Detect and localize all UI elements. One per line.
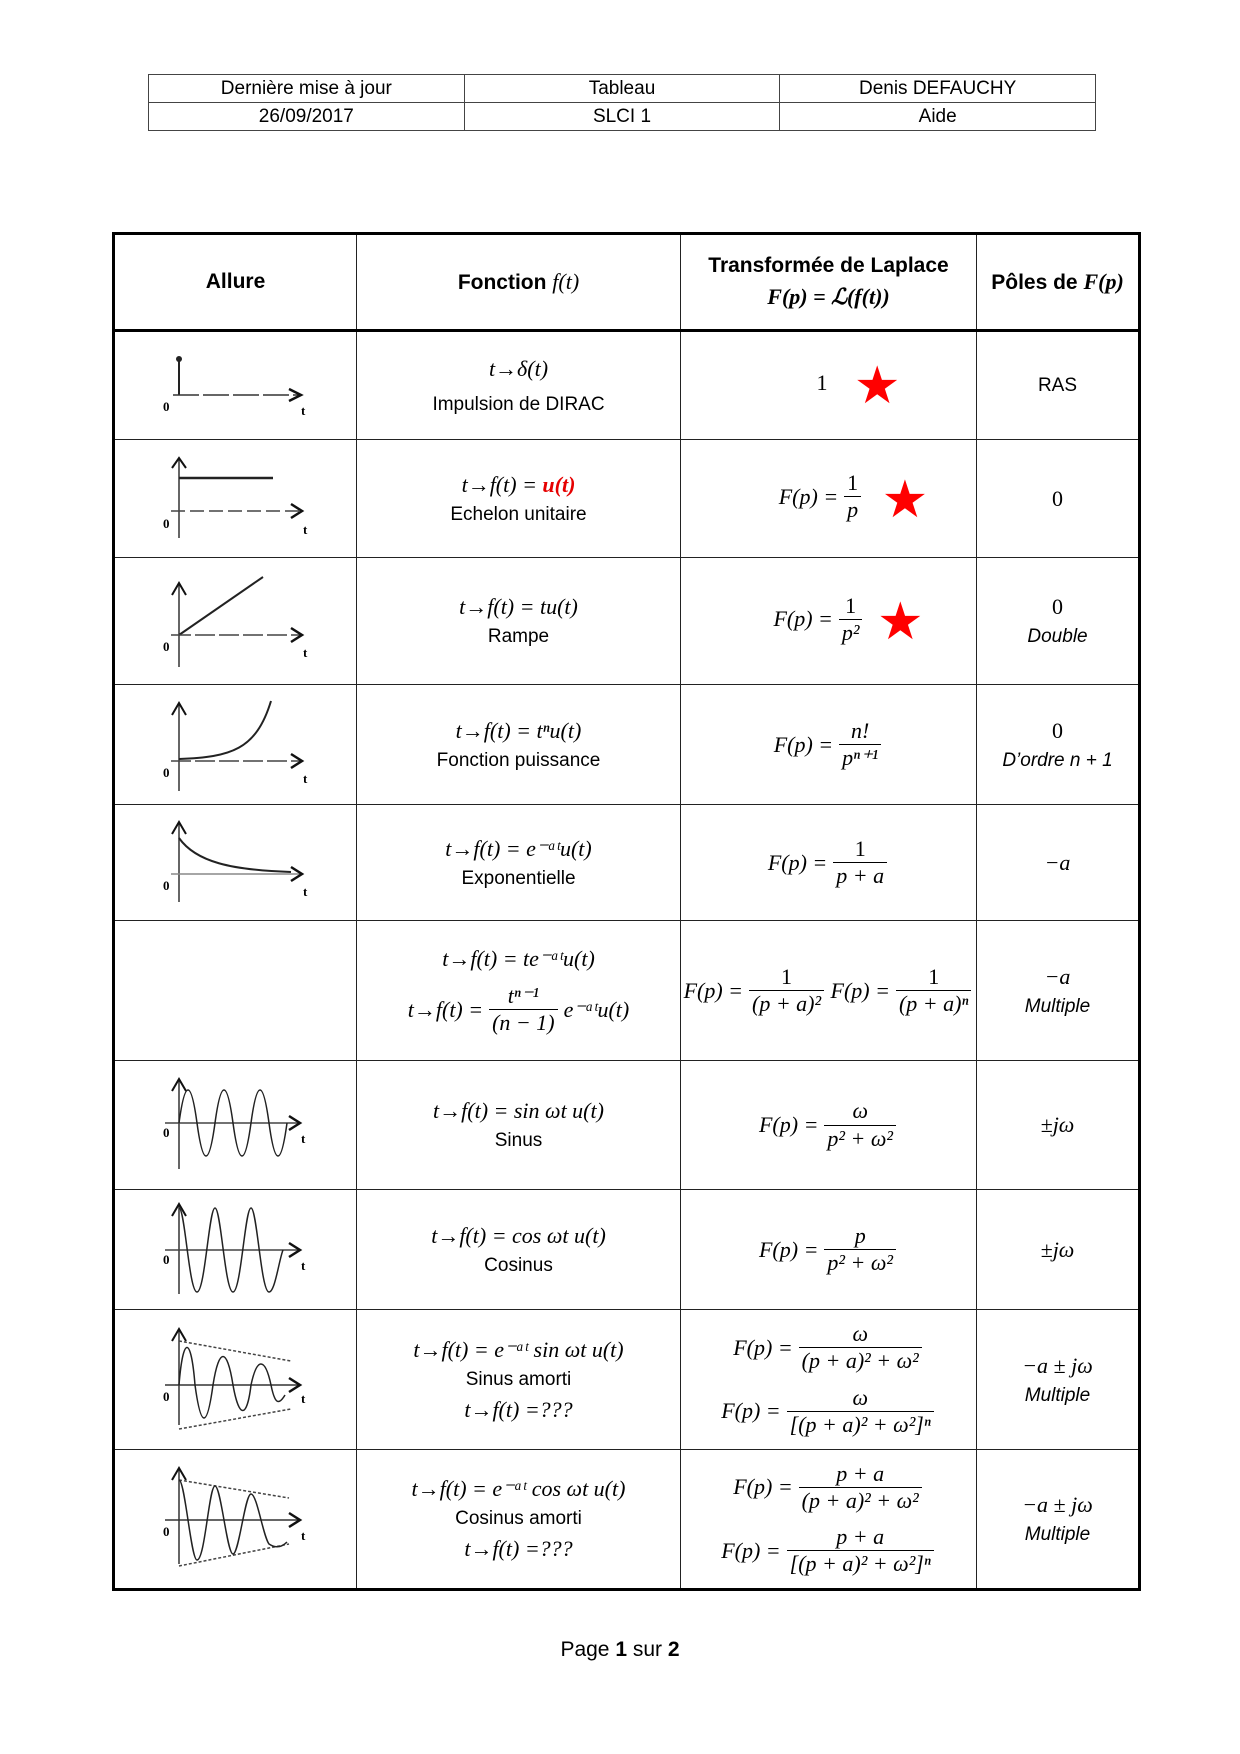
header-poles-math: F(p) xyxy=(1083,269,1124,294)
function-unknown: t→f(t) =??? xyxy=(464,1396,573,1422)
function-name: Fonction puissance xyxy=(436,749,601,771)
transform-expression xyxy=(733,1462,924,1513)
header-function xyxy=(357,234,681,331)
transform-cell xyxy=(681,1310,977,1450)
poles-cell xyxy=(977,1061,1140,1190)
transform-numerator: 1 xyxy=(845,592,857,618)
header-laplace xyxy=(681,234,977,331)
transform-expression xyxy=(759,1099,898,1150)
transform-cell xyxy=(681,331,977,440)
transform-lhs: F(p) = xyxy=(683,977,743,1003)
transform-lhs: F(p) = xyxy=(773,731,834,757)
transform-cell xyxy=(681,1190,977,1310)
poles-cell xyxy=(977,558,1140,685)
function-name: Impulsion de DIRAC xyxy=(432,393,605,415)
table-row xyxy=(114,805,1140,921)
poles-value: 0 xyxy=(1052,485,1063,511)
dirac-impulse-plot xyxy=(151,351,321,421)
svg-text:0: 0 xyxy=(162,1388,169,1404)
header-poles xyxy=(977,234,1140,331)
footer-page-number: 1 xyxy=(615,1638,628,1661)
function-cell xyxy=(357,1190,681,1310)
poles-value: ±jω xyxy=(1040,1236,1075,1262)
svg-text:0: 0 xyxy=(162,639,169,654)
allure-cell xyxy=(114,1190,357,1310)
transform-cell xyxy=(681,685,977,805)
poles-cell xyxy=(977,685,1140,805)
transform-lhs: F(p) = xyxy=(767,849,828,875)
function2-denominator: (n − 1) xyxy=(489,1009,558,1035)
power-function-plot xyxy=(151,695,321,795)
allure-cell xyxy=(114,805,357,921)
header-laplace-title: Transformée de Laplace xyxy=(708,254,949,277)
allure-cell xyxy=(114,331,357,440)
footer-page-total: 2 xyxy=(667,1638,680,1661)
transform-numerator: ω xyxy=(852,1321,868,1347)
poles-cell xyxy=(977,331,1140,440)
svg-text:t: t xyxy=(302,521,307,537)
poles-value: 0 xyxy=(1052,717,1063,743)
poles-value: −a xyxy=(1044,963,1071,989)
transform2-denominator: [(p + a)² + ω²]ⁿ xyxy=(787,1411,934,1437)
transform-denominator: p + a xyxy=(833,862,887,888)
transform-cell xyxy=(681,921,977,1061)
function-expression: t→f(t) = cos ωt u(t) xyxy=(431,1222,606,1248)
poles-note: Multiple xyxy=(1024,1384,1091,1406)
allure-cell xyxy=(114,1450,357,1590)
function-expression: t→f(t) = e⁻ᵃᵗu(t) xyxy=(445,835,592,861)
table-row xyxy=(114,331,1140,440)
poles-note: Double xyxy=(1027,626,1088,647)
last-update-date: 26/09/2017 xyxy=(149,103,465,131)
svg-text:t: t xyxy=(302,645,307,660)
header-laplace-math: F(p) = ℒ(f(t)) xyxy=(767,284,890,309)
poles-value: ±jω xyxy=(1040,1112,1075,1137)
poles-value: −a ± jω xyxy=(1022,1352,1093,1378)
transform-denominator: (p + a)² + ω² xyxy=(799,1347,922,1373)
transform-expression-general xyxy=(831,965,974,1016)
svg-text:0: 0 xyxy=(162,398,169,414)
header-function-math: f(t) xyxy=(552,269,580,294)
function-expression: t→f(t) = tⁿu(t) xyxy=(455,717,582,743)
transform-expression: 1 xyxy=(816,369,828,395)
poles-value: −a ± jω xyxy=(1022,1492,1093,1517)
transform2-denominator: [(p + a)² + ω²]ⁿ xyxy=(787,1550,934,1576)
function-expression xyxy=(357,472,680,498)
function-cell xyxy=(357,1450,681,1590)
footer-page-prefix: Page xyxy=(560,1638,616,1661)
poles-note: Multiple xyxy=(1024,995,1091,1017)
transform2-lhs: F(p) = xyxy=(830,977,890,1003)
table-row xyxy=(114,685,1140,805)
function2-lhs: t→f(t) = xyxy=(407,996,484,1022)
svg-text:t: t xyxy=(302,770,307,786)
function2-numerator: tⁿ⁻¹ xyxy=(507,982,539,1008)
transform-cell xyxy=(681,1450,977,1590)
poles-note: D’ordre n + 1 xyxy=(1002,749,1113,771)
document-type-label: Tableau xyxy=(464,75,780,103)
transform-expression xyxy=(768,837,889,888)
transform-denominator: p² + ω² xyxy=(824,1249,896,1275)
svg-text:t: t xyxy=(302,883,307,899)
damped-cosine-plot xyxy=(151,1464,321,1574)
transform-numerator: n! xyxy=(851,717,870,743)
transform-numerator: p + a xyxy=(836,1460,885,1486)
svg-text:t: t xyxy=(300,1131,305,1146)
function-expression: t→f(t) = e⁻ᵃᵗ cos ωt u(t) xyxy=(411,1476,626,1501)
transform-denominator: p xyxy=(844,496,861,522)
function-expression: t→f(t) = e⁻ᵃᵗ sin ωt u(t) xyxy=(413,1336,624,1362)
transform-denominator: pⁿ⁺¹ xyxy=(839,744,881,770)
function-name: Exponentielle xyxy=(461,867,576,889)
transform2-numerator: p + a xyxy=(836,1524,885,1549)
transform-expression xyxy=(773,594,864,645)
svg-text:0: 0 xyxy=(162,877,169,893)
header-poles-label: Pôles de xyxy=(991,271,1084,294)
transform-cell xyxy=(681,1061,977,1190)
poles-note: Multiple xyxy=(1024,1524,1091,1545)
transform2-numerator: ω xyxy=(852,1384,868,1410)
transform-numerator: 1 xyxy=(781,963,793,989)
transform-lhs: F(p) = xyxy=(778,483,839,509)
star-icon: ★ xyxy=(853,356,901,415)
poles-value: 0 xyxy=(1052,594,1063,619)
course-code: SLCI 1 xyxy=(464,103,780,131)
transform-cell xyxy=(681,805,977,921)
table-row xyxy=(114,1190,1140,1310)
function-cell xyxy=(357,1061,681,1190)
function-cell xyxy=(357,805,681,921)
cosine-plot xyxy=(151,1200,321,1300)
allure-cell xyxy=(114,685,357,805)
transform-cell xyxy=(681,558,977,685)
transform-expression-general xyxy=(721,1386,936,1437)
transform-numerator: 1 xyxy=(847,470,859,496)
transform-numerator: ω xyxy=(852,1098,868,1124)
document-info-row xyxy=(149,103,1096,131)
function-name: Cosinus xyxy=(484,1254,553,1276)
transform2-lhs: F(p) = xyxy=(721,1537,781,1563)
svg-text:0: 0 xyxy=(162,1251,169,1267)
table-header-row xyxy=(114,234,1140,331)
table-row xyxy=(114,1061,1140,1190)
transform-denominator: (p + a)² + ω² xyxy=(799,1487,922,1513)
transform-expression-general xyxy=(721,1525,936,1576)
function2-rhs: e⁻ᵃᵗu(t) xyxy=(563,996,630,1022)
transform2-denominator: (p + a)ⁿ xyxy=(896,990,971,1016)
transform-expression xyxy=(684,965,827,1016)
table-row xyxy=(114,921,1140,1061)
transform2-numerator: 1 xyxy=(928,963,940,989)
poles-cell xyxy=(977,1310,1140,1450)
transform-cell xyxy=(681,440,977,558)
allure-cell xyxy=(114,440,357,558)
exponential-plot xyxy=(151,818,321,908)
function-cell xyxy=(357,331,681,440)
allure-cell xyxy=(114,558,357,685)
function-expression: t→f(t) = te⁻ᵃᵗu(t) xyxy=(442,945,595,971)
transform-denominator: p² xyxy=(839,619,863,645)
poles-cell xyxy=(977,440,1140,558)
transform-denominator: (p + a)² xyxy=(749,990,824,1016)
header-function-label: Fonction xyxy=(457,271,553,294)
transform-lhs: F(p) = xyxy=(758,1112,819,1137)
allure-cell xyxy=(114,1061,357,1190)
document-info-table xyxy=(148,74,1096,131)
svg-text:t: t xyxy=(300,1528,305,1543)
function-name: Sinus amorti xyxy=(465,1368,572,1390)
poles-cell xyxy=(977,1450,1140,1590)
transform-expression xyxy=(774,719,884,770)
unit-step-plot xyxy=(151,454,321,544)
transform-lhs: F(p) = xyxy=(733,1334,793,1360)
unit-step-highlight: u(t) xyxy=(542,471,576,497)
table-row xyxy=(114,440,1140,558)
allure-cell xyxy=(114,1310,357,1450)
svg-text:0: 0 xyxy=(162,1125,169,1140)
function-expression: t→f(t) = sin ωt u(t) xyxy=(433,1098,604,1123)
star-icon: ★ xyxy=(876,593,924,652)
transform2-lhs: F(p) = xyxy=(721,1398,781,1424)
poles-cell xyxy=(977,1190,1140,1310)
function-expression: t→δ(t) xyxy=(488,355,549,381)
sine-plot xyxy=(151,1075,321,1175)
poles-cell xyxy=(977,805,1140,921)
function-cell xyxy=(357,1310,681,1450)
header-allure: Allure xyxy=(114,234,357,331)
star-icon: ★ xyxy=(881,470,929,529)
function-cell xyxy=(357,921,681,1061)
transform-lhs: F(p) = xyxy=(733,1474,793,1500)
svg-text:t: t xyxy=(300,1390,305,1406)
last-update-label: Dernière mise à jour xyxy=(149,75,465,103)
transform-denominator: p² + ω² xyxy=(824,1125,896,1151)
document-info-row xyxy=(149,75,1096,103)
footer-page-middle: sur xyxy=(627,1638,668,1661)
author-name: Denis DEFAUCHY xyxy=(780,75,1096,103)
transform-expression xyxy=(759,1224,898,1275)
poles-cell xyxy=(977,921,1140,1061)
table-row xyxy=(114,558,1140,685)
function-name: Rampe xyxy=(487,626,550,647)
svg-text:t: t xyxy=(300,1257,305,1273)
table-row xyxy=(114,1450,1140,1590)
poles-value: RAS xyxy=(1037,374,1078,396)
function-cell xyxy=(357,440,681,558)
function-cell xyxy=(357,685,681,805)
svg-text:0: 0 xyxy=(162,1524,169,1539)
function-expression: t→f(t) = tu(t) xyxy=(459,594,578,619)
damped-sine-plot xyxy=(151,1325,321,1435)
transform-expression xyxy=(779,471,863,522)
document-category: Aide xyxy=(780,103,1096,131)
function-expression-general xyxy=(408,984,629,1035)
function-cell xyxy=(357,558,681,685)
laplace-transform-table xyxy=(112,232,1141,1591)
transform-expression xyxy=(733,1322,924,1373)
function-name: Sinus xyxy=(494,1130,543,1151)
transform-lhs: F(p) = xyxy=(773,606,833,632)
poles-value: −a xyxy=(1044,849,1071,875)
svg-text:t: t xyxy=(300,402,305,418)
function-name: Cosinus amorti xyxy=(455,1508,582,1529)
function-expression-prefix: t→f(t) = xyxy=(461,471,543,497)
function-unknown: t→f(t) =??? xyxy=(464,1536,573,1561)
svg-text:0: 0 xyxy=(162,764,169,780)
page-footer xyxy=(0,1638,1240,1662)
transform-numerator: 1 xyxy=(854,835,866,861)
transform-numerator: p xyxy=(854,1222,866,1248)
allure-cell-empty xyxy=(114,921,357,1061)
transform-lhs: F(p) = xyxy=(758,1236,819,1262)
table-row xyxy=(114,1310,1140,1450)
function-name: Echelon unitaire xyxy=(450,503,587,525)
ramp-plot xyxy=(151,571,321,671)
svg-text:0: 0 xyxy=(162,515,169,531)
